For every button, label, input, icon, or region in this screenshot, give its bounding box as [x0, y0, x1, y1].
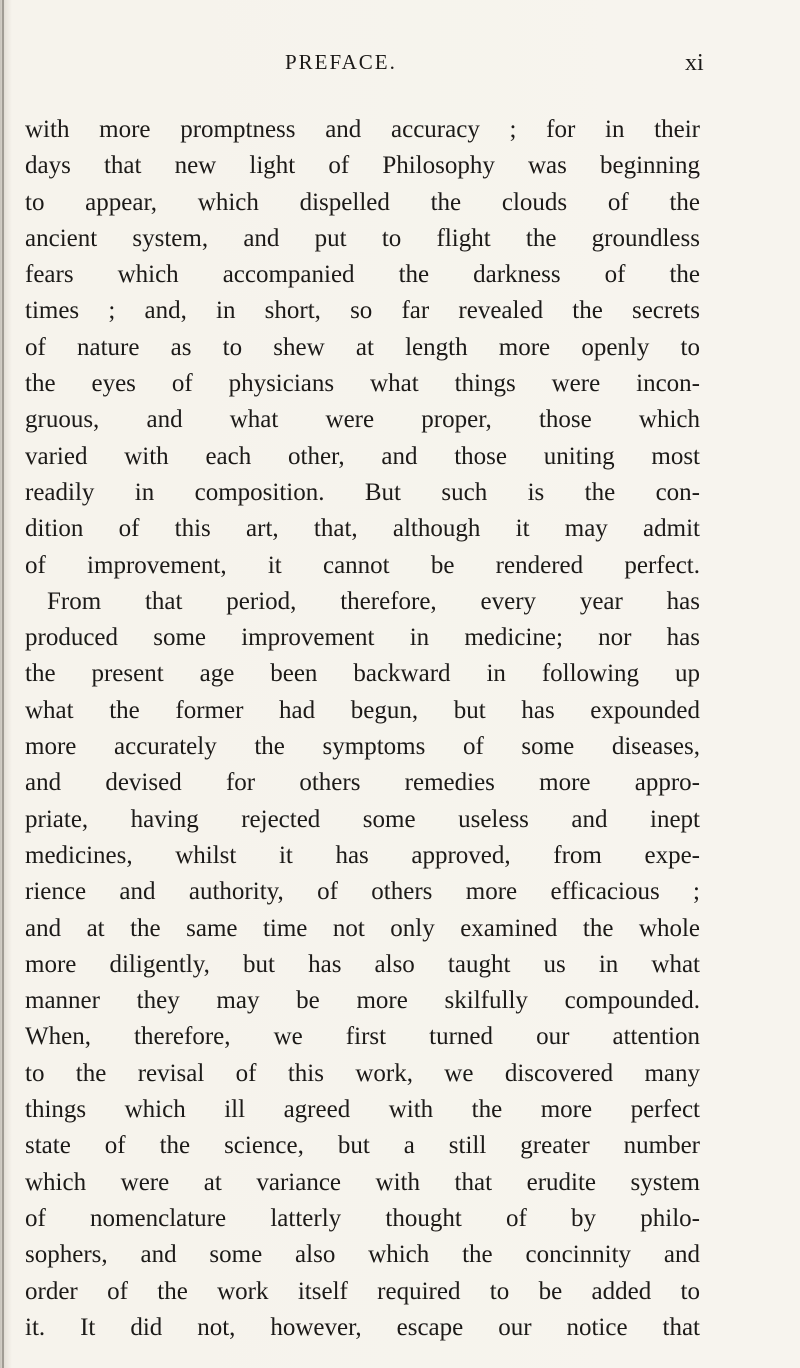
- text-line: to appear, which dispelled the clouds of the: [25, 188, 700, 216]
- running-title: PREFACE.: [285, 50, 397, 74]
- text-line: manner they may be more skilfully compounded.: [25, 987, 700, 1015]
- text-line: ancient system, and put to flight the groundless: [25, 224, 700, 252]
- body-text: [25, 112, 700, 1346]
- text-line: varied with each other, and those uniting most: [25, 442, 700, 470]
- text-line: more diligently, but has also taught us in what: [25, 950, 700, 978]
- text-line: rience and authority, of others more efficacious ;: [25, 878, 700, 906]
- text-line: medicines, whilst it has approved, from expe-: [25, 841, 700, 869]
- page-gutter: [2, 0, 4, 1368]
- text-line: dition of this art, that, although it may admit: [25, 515, 700, 543]
- text-line: and at the same time not only examined the whole: [25, 914, 700, 942]
- text-line: of improvement, it cannot be rendered perfect.: [25, 551, 700, 579]
- text-line: days that new light of Philosophy was beginning: [25, 152, 700, 180]
- text-line: of nature as to shew at length more openly to: [25, 333, 700, 361]
- text-line: fears which accompanied the darkness of the: [25, 261, 700, 289]
- text-line: sophers, and some also which the concinnity and: [25, 1241, 700, 1269]
- text-line: times ; and, in short, so far revealed the secrets: [25, 297, 700, 325]
- page-header: [0, 50, 800, 80]
- text-line: to the revisal of this work, we discovered many: [25, 1059, 700, 1087]
- page-number: xi: [685, 50, 704, 76]
- text-line: state of the science, but a still greater number: [25, 1132, 700, 1160]
- text-line: produced some improvement in medicine; nor has: [25, 624, 700, 652]
- text-line: and devised for others remedies more appro-: [25, 769, 700, 797]
- text-line: order of the work itself required to be added to: [25, 1277, 700, 1305]
- text-line: the eyes of physicians what things were incon-: [25, 370, 700, 398]
- text-line: readily in composition. But such is the con-: [25, 478, 700, 506]
- text-line: priate, having rejected some useless and inept: [25, 805, 700, 833]
- text-line: From that period, therefore, every year has: [47, 587, 700, 615]
- text-line: the present age been backward in following up: [25, 660, 700, 688]
- text-line: it. It did not, however, escape our notice that: [25, 1313, 700, 1341]
- text-line: When, therefore, we first turned our attention: [25, 1023, 700, 1051]
- text-line: of nomenclature latterly thought of by philo-: [25, 1204, 700, 1232]
- text-line: more accurately the symptoms of some diseases,: [25, 733, 700, 761]
- text-line: gruous, and what were proper, those which: [25, 406, 700, 434]
- text-line: things which ill agreed with the more perfect: [25, 1096, 700, 1124]
- text-line: which were at variance with that erudite system: [25, 1168, 700, 1196]
- text-line: with more promptness and accuracy ; for in their: [25, 116, 700, 143]
- text-line: what the former had begun, but has expounded: [25, 696, 700, 724]
